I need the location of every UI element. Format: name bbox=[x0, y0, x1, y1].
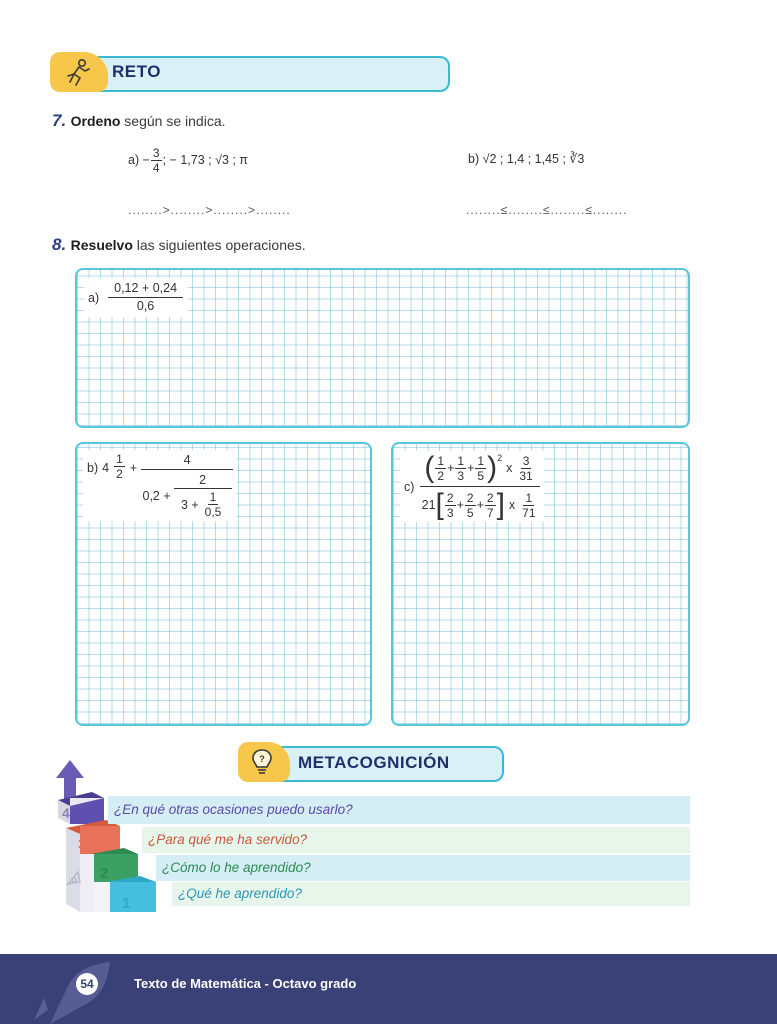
question-7-number: 7. bbox=[52, 111, 67, 130]
question-8-verb: Resuelvo bbox=[70, 237, 133, 253]
exercise-c-fraction: ( $\frac{1}{2}$ + $\frac{1}{3}$ + $\frac{1}{5}$ ) $^2$ x $\frac{3}{31}$ 21 [ $\frac{2}{3}$ + $\frac{2}{5}$ + $\frac{2}{7}$ ] x $\frac{1}{71}$ bbox=[420, 453, 539, 520]
footer-text: Texto de Matemática - Octavo grado bbox=[134, 976, 357, 991]
step-2-number: 2 bbox=[100, 865, 109, 882]
question-1-text: ¿Qué he aprendido? bbox=[178, 886, 302, 901]
metacognicion-question-3 bbox=[142, 827, 690, 853]
svg-text:?: ? bbox=[259, 754, 265, 764]
q7a-pi: ; π bbox=[228, 152, 248, 167]
exercise-b-whole: 4 bbox=[102, 461, 110, 475]
question-7-verb: Ordeno bbox=[70, 113, 121, 129]
reto-title: RETO bbox=[112, 62, 161, 81]
question-7-text: según se indica. bbox=[120, 113, 226, 129]
q7a-label: a) bbox=[128, 152, 140, 167]
metacognicion-badge bbox=[238, 742, 290, 782]
q7b-cbrt3: ∛3 bbox=[569, 152, 585, 166]
step-3-number: 3 bbox=[78, 836, 86, 852]
lightbulb-icon bbox=[250, 748, 274, 776]
exercise-a-label: a) bbox=[88, 290, 100, 305]
metacognicion-title: METACOGNICIÓN bbox=[298, 753, 450, 772]
exercise-a bbox=[84, 278, 188, 317]
runner-icon bbox=[62, 58, 92, 86]
question-8 bbox=[52, 235, 306, 255]
question-8-number: 8. bbox=[52, 235, 67, 254]
exercise-b-plus: + bbox=[129, 461, 138, 475]
question-4-text: ¿En qué otras ocasiones puedo usarlo? bbox=[114, 802, 353, 817]
q7b-label: b) bbox=[468, 152, 480, 166]
metacognicion-question-1 bbox=[172, 882, 690, 906]
question-2-text: ¿Cómo lo he aprendido? bbox=[162, 860, 311, 875]
q7a-fraction: $\frac{3}{4}$ bbox=[152, 146, 160, 175]
q7b-sqrt2: √2 bbox=[482, 152, 497, 166]
q7-part-b bbox=[468, 151, 584, 166]
exercise-c bbox=[400, 451, 544, 522]
q7-part-a bbox=[128, 146, 248, 175]
step-4-number: 4 bbox=[62, 805, 70, 821]
q7a-value: ; − 1,73 ; bbox=[162, 152, 216, 167]
question-3-text: ¿Para qué me ha servido? bbox=[148, 832, 308, 847]
exercise-b-complex-fraction: 4 0,2 + 2 3 + $\frac{1}{0,5}$ bbox=[141, 452, 233, 519]
exercise-b bbox=[83, 450, 237, 521]
reto-badge bbox=[50, 52, 108, 92]
q7b-answer-line[interactable]: ........≤........≤........≤........ bbox=[466, 203, 628, 217]
page-number: 54 bbox=[76, 973, 98, 995]
q7a-minus: − bbox=[142, 152, 150, 167]
exercise-c-label: c) bbox=[404, 479, 415, 494]
metacognicion-question-2 bbox=[156, 855, 690, 881]
q7a-answer-line[interactable]: ........>........>........>........ bbox=[128, 203, 291, 217]
exercise-a-fraction: $\frac{0,12 + 0,24}{0,6}$ bbox=[108, 280, 183, 315]
exercise-b-mixed-fraction: $\frac{1}{2}$ bbox=[116, 452, 123, 481]
step-1-number: 1 bbox=[122, 895, 131, 912]
q7b-values: ; 1,4 ; 1,45 ; bbox=[496, 152, 570, 166]
q7a-sqrt3: √3 bbox=[215, 152, 229, 167]
exercise-b-label: b) bbox=[87, 461, 99, 475]
question-8-text: las siguientes operaciones. bbox=[132, 237, 306, 253]
metacognicion-question-4 bbox=[108, 796, 690, 824]
question-7 bbox=[52, 111, 226, 131]
